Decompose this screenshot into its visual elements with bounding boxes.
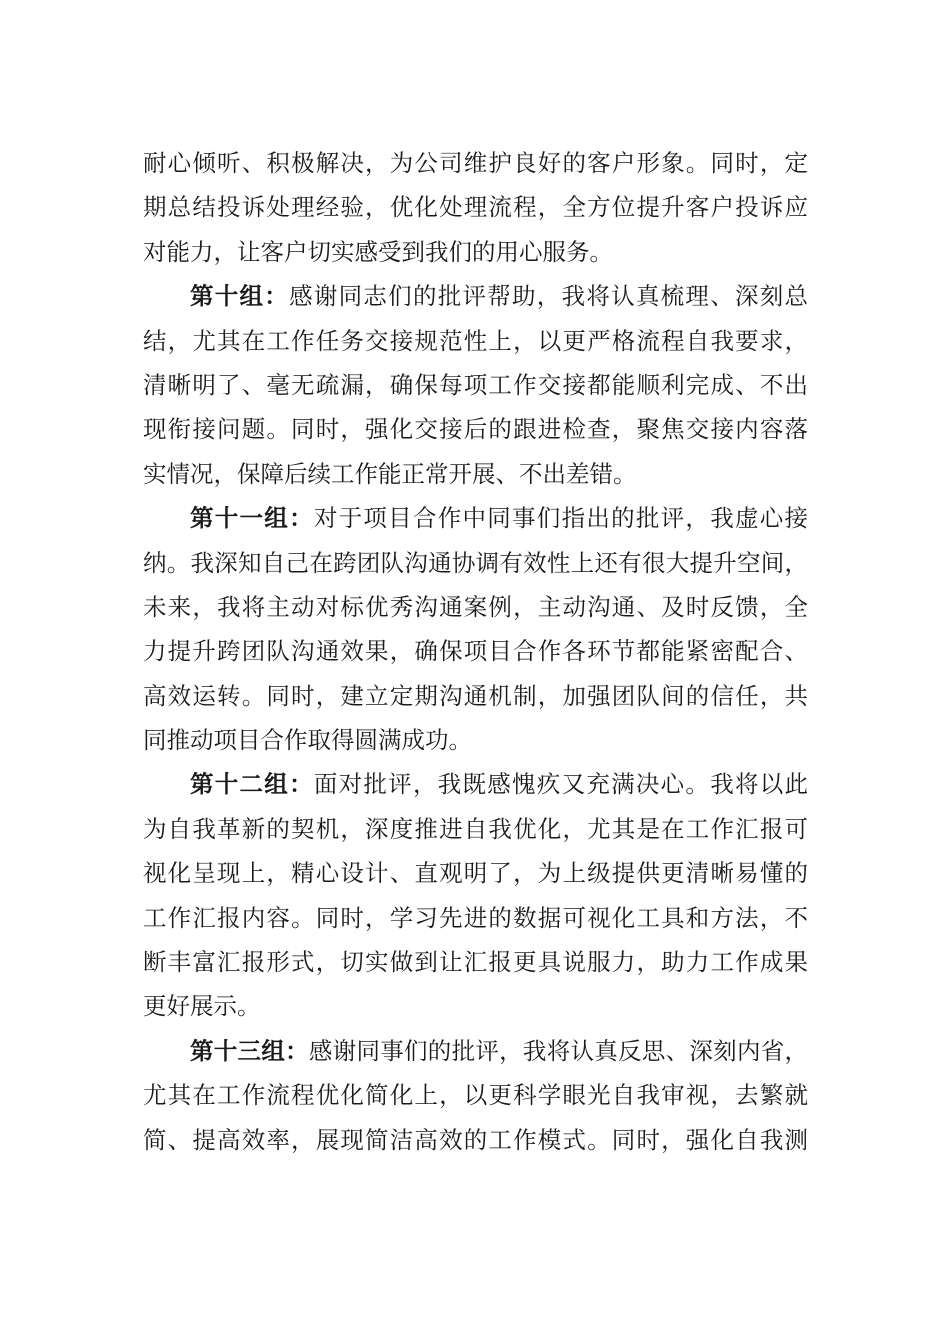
text-line bbox=[143, 141, 808, 185]
line-text: 清晰明了、毫无疏漏，确保每项工作交接都能顺利完成、不出 bbox=[143, 370, 808, 399]
line-text: 尤其在工作流程优化简化上，以更科学眼光自我审视，去繁就 bbox=[143, 1081, 808, 1110]
line-text: 视化呈现上，精心设计、直观明了，为上级提供更清晰易懂的 bbox=[143, 859, 808, 888]
line-text: 现衔接问题。同时，强化交接后的跟进检查，聚焦交接内容落 bbox=[143, 415, 808, 444]
text-line bbox=[143, 896, 808, 940]
text-line bbox=[143, 496, 808, 540]
line-text: 感谢同事们的批评，我将认真反思、深刻内省， bbox=[308, 1036, 809, 1065]
line-text: 更好展示。 bbox=[143, 992, 261, 1021]
line-text: 期总结投诉处理经验，优化处理流程，全方位提升客户投诉应 bbox=[143, 193, 808, 222]
line-text: 高效运转。同时，建立定期沟通机制，加强团队间的信任，共 bbox=[143, 681, 808, 710]
text-line bbox=[143, 452, 808, 496]
text-line bbox=[143, 807, 808, 851]
paragraph bbox=[143, 141, 808, 274]
text-line bbox=[143, 851, 808, 895]
text-line bbox=[143, 274, 808, 318]
text-line bbox=[143, 629, 808, 673]
text-line bbox=[143, 718, 808, 762]
paragraph bbox=[143, 496, 808, 762]
text-line bbox=[143, 363, 808, 407]
text-line bbox=[143, 541, 808, 585]
line-text: 对能力，让客户切实感受到我们的用心服务。 bbox=[143, 237, 613, 266]
paragraph bbox=[143, 762, 808, 1028]
line-text: 对于项目合作中同事们指出的批评，我虚心接 bbox=[313, 504, 809, 533]
text-line bbox=[143, 940, 808, 984]
line-text: 纳。我深知自己在跨团队沟通协调有效性上还有很大提升空间， bbox=[143, 548, 808, 577]
line-text: 面对批评，我既感愧疚又充满决心。我将以此 bbox=[313, 770, 809, 799]
line-text: 结，尤其在工作任务交接规范性上，以更严格流程自我要求， bbox=[143, 326, 808, 355]
text-line bbox=[143, 1073, 808, 1117]
line-text: 耐心倾听、积极解决，为公司维护良好的客户形象。同时，定 bbox=[143, 149, 808, 177]
line-text: 实情况，保障后续工作能正常开展、不出差错。 bbox=[143, 459, 637, 488]
line-text: 感谢同志们的批评帮助，我将认真梳理、深刻总 bbox=[289, 282, 809, 311]
line-text: 为自我革新的契机，深度推进自我优化，尤其是在工作汇报可 bbox=[143, 814, 808, 843]
text-line bbox=[143, 762, 808, 806]
text-line bbox=[143, 585, 808, 629]
line-text: 同推动项目合作取得圆满成功。 bbox=[143, 726, 472, 755]
text-line bbox=[143, 984, 808, 1028]
group-heading: 第十一组： bbox=[190, 504, 314, 533]
line-text: 断丰富汇报形式，切实做到让汇报更具说服力，助力工作成果 bbox=[143, 948, 808, 977]
line-text: 未来，我将主动对标优秀沟通案例，主动沟通、及时反馈，全 bbox=[143, 592, 808, 621]
group-heading: 第十三组： bbox=[190, 1036, 309, 1065]
text-line bbox=[143, 185, 808, 229]
paragraph bbox=[143, 274, 808, 496]
line-text: 简、提高效率，展现简洁高效的工作模式。同时，强化自我测 bbox=[143, 1125, 808, 1154]
text-line bbox=[143, 1118, 808, 1162]
document-page bbox=[143, 141, 808, 1162]
text-line bbox=[143, 1029, 808, 1073]
group-heading: 第十组： bbox=[190, 282, 290, 311]
text-line bbox=[143, 230, 808, 274]
text-line bbox=[143, 319, 808, 363]
line-text: 工作汇报内容。同时，学习先进的数据可视化工具和方法，不 bbox=[143, 903, 808, 932]
text-line bbox=[143, 407, 808, 451]
line-text: 力提升跨团队沟通效果，确保项目合作各环节都能紧密配合、 bbox=[143, 637, 808, 666]
paragraph bbox=[143, 1029, 808, 1162]
text-line bbox=[143, 674, 808, 718]
group-heading: 第十二组： bbox=[190, 770, 314, 799]
